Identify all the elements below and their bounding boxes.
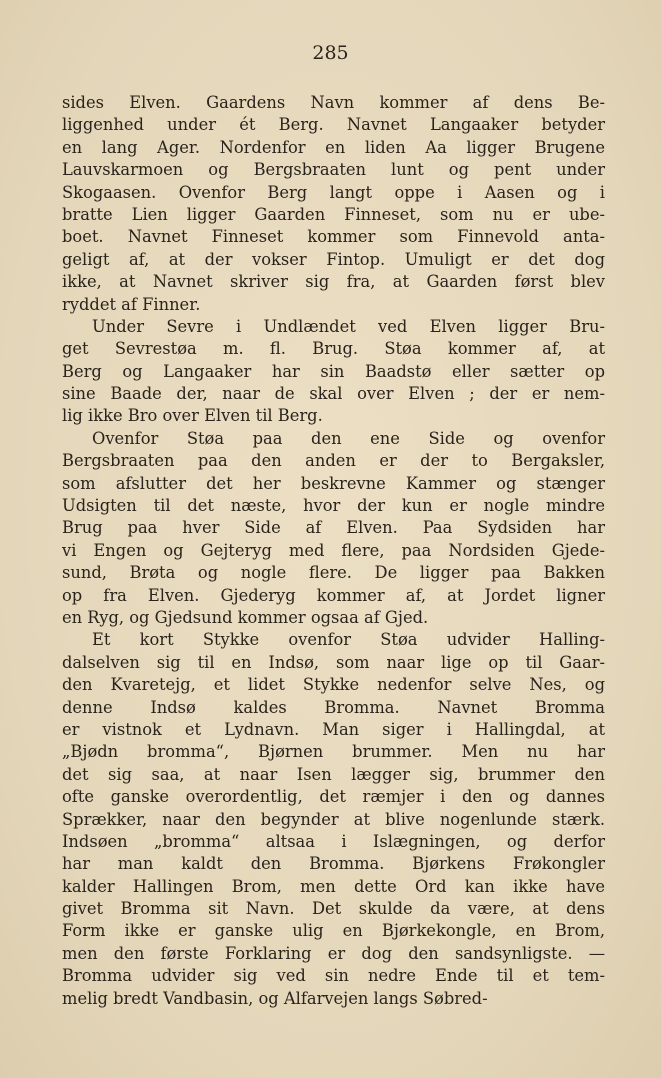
text-line: melig bredt Vandbasin, og Alfarvejen langs Søbred- (62, 988, 488, 1008)
text-line: bratte Lien ligger Gaarden Finneset, som nu er ube- (62, 204, 605, 224)
text-line: den Kvaretejg, et lidet Stykke nedenfor selve Nes, og (62, 675, 605, 695)
paragraph (62, 428, 605, 630)
text-line: men den første Forklaring er dog den sandsynligste. — (62, 943, 605, 963)
text-line: get Sevrestøa m. fl. Brug. Støa kommer af, at (62, 339, 605, 359)
text-line: Lauvskarmoen og Bergsbraaten lunt og pent under (62, 160, 605, 180)
text-line: sides Elven. Gaardens Navn kommer af dens Be- (62, 93, 605, 112)
text-line: Skogaasen. Ovenfor Berg langt oppe i Aasen og i (62, 182, 605, 202)
text-line: er vistnok et Lydnavn. Man siger i Hallingdal, at (62, 719, 605, 739)
text-line: ofte ganske overordentlig, det ræmjer i den og dannes (62, 787, 605, 807)
text-line: ryddet af Finner. (62, 294, 201, 314)
text-line: op fra Elven. Gjederyg kommer af, at Jordet ligner (62, 585, 605, 605)
text-line: Berg og Langaaker har sin Baadstø eller sætter op (62, 361, 605, 381)
text-line: Bergsbraaten paa den anden er der to Bergaksler, (62, 451, 605, 471)
text-line: Form ikke er ganske ulig en Bjørkekongle, en Brom, (62, 921, 605, 941)
text-line: Udsigten til det næste, hvor der kun er nogle mindre (62, 496, 605, 516)
text-line: Sprækker, naar den begynder at blive nogenlunde stærk. (62, 809, 605, 829)
text-line: liggenhed under ét Berg. Navnet Langaaker betyder (62, 115, 605, 135)
page-number: 285 (312, 42, 349, 64)
text-line: geligt af, at der vokser Fintop. Umuligt er det dog (62, 249, 605, 269)
text-line: Brug paa hver Side af Elven. Paa Sydsiden har (62, 518, 605, 538)
text-line: en Ryg, og Gjedsund kommer ogsaa af Gjed. (62, 607, 429, 627)
text-line: givet Bromma sit Navn. Det skulde da være, at dens (62, 899, 605, 919)
text-line: boet. Navnet Finneset kommer som Finnevold anta- (62, 227, 605, 247)
text-line: en lang Ager. Nordenfor en liden Aa ligger Brugene (62, 137, 605, 157)
text-line: lig ikke Bro over Elven til Berg. (62, 406, 323, 426)
text-line: Indsøen „bromma“ altsaa i Islægningen, og derfor (62, 831, 605, 851)
text-line: som afslutter det her beskrevne Kammer og stænger (62, 473, 605, 493)
text-line: Under Sevre i Undlændet ved Elven ligger Bru- (92, 316, 605, 336)
paragraph (62, 316, 605, 428)
text-line: kalder Hallingen Brom, men dette Ord kan ikke have (62, 876, 605, 896)
paragraph (62, 629, 605, 1010)
text-line: dalselven sig til en Indsø, som naar lige op til Gaar- (62, 652, 605, 672)
text-line: Bromma udvider sig ved sin nedre Ende til et tem- (62, 966, 605, 986)
body-text (62, 92, 605, 1010)
text-line: denne Indsø kaldes Bromma. Navnet Bromma (62, 697, 605, 717)
text-line: ikke, at Navnet skriver sig fra, at Gaarden først blev (62, 272, 605, 292)
text-line: Ovenfor Støa paa den ene Side og ovenfor (92, 428, 605, 448)
text-line: det sig saa, at naar Isen lægger sig, brummer den (62, 764, 605, 784)
text-line: sine Baade der, naar de skal over Elven ; der er nem- (62, 384, 605, 404)
text-line: Et kort Stykke ovenfor Støa udvider Halling- (92, 630, 605, 650)
paragraph (62, 92, 605, 316)
text-line: sund, Brøta og nogle flere. De ligger paa Bakken (62, 563, 605, 583)
text-line: „Bjødn bromma“, Bjørnen brummer. Men nu har (62, 742, 605, 762)
text-line: vi Engen og Gejteryg med flere, paa Nordsiden Gjede- (62, 540, 605, 560)
text-line: har man kaldt den Bromma. Bjørkens Frøkongler (62, 854, 605, 874)
